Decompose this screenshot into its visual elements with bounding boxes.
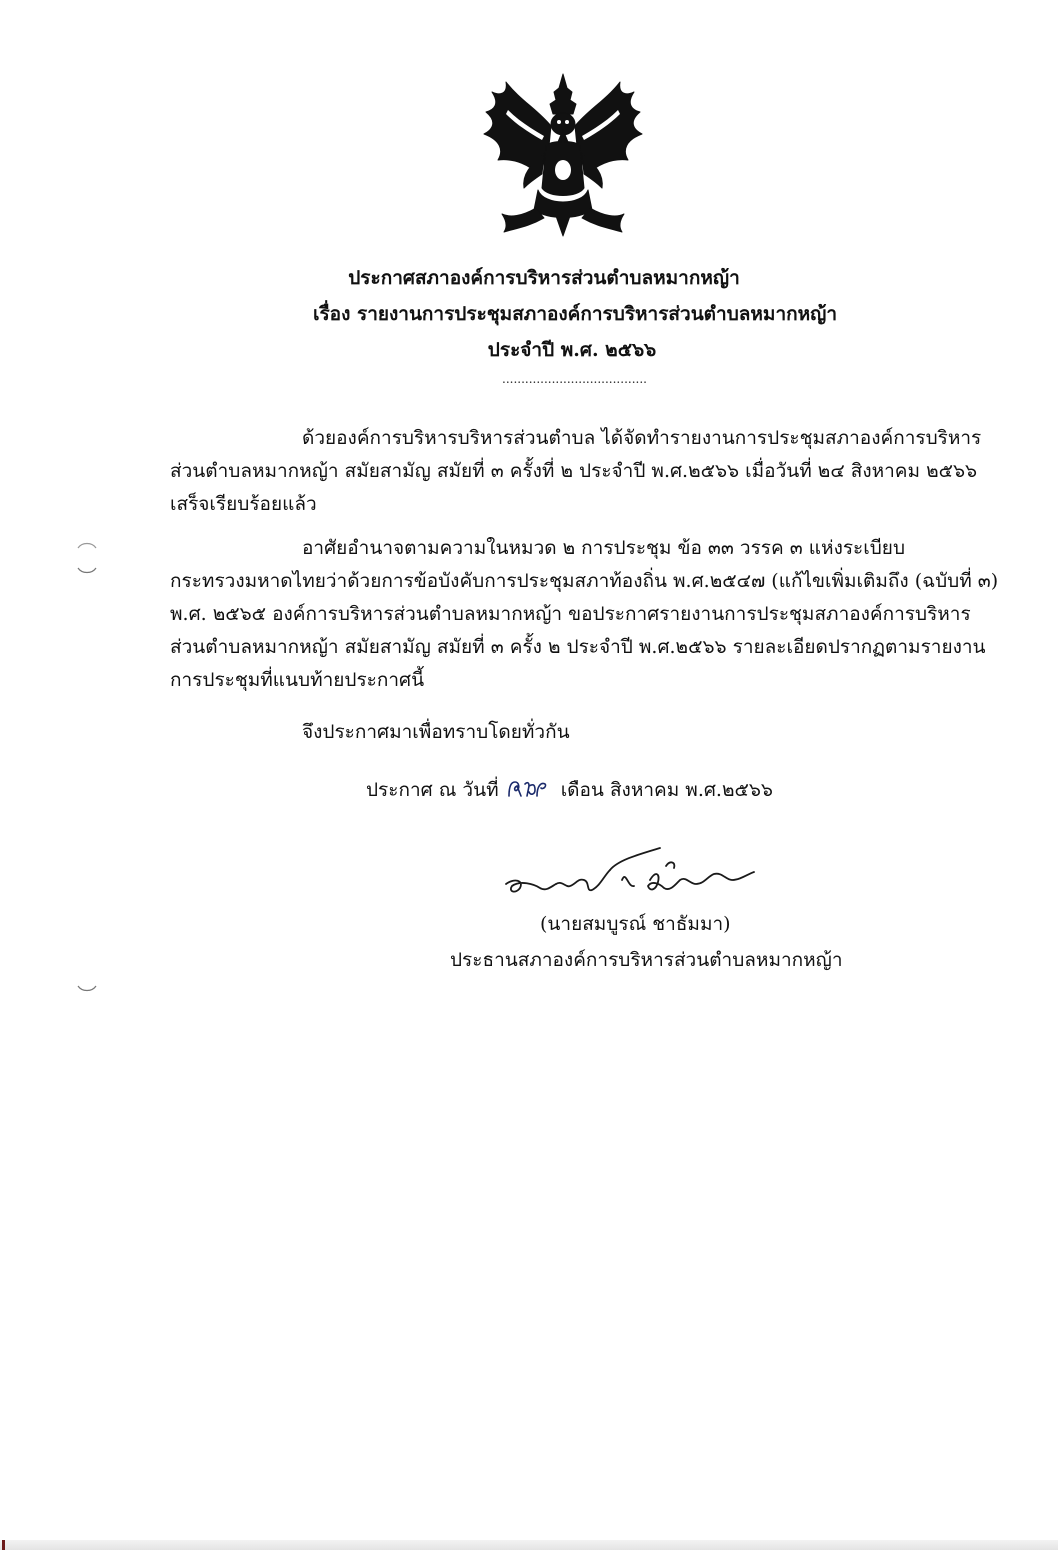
- signer-name: (นายสมบูรณ์ ชาธัมมา): [540, 913, 731, 935]
- paragraph-1-line: เสร็จเรียบร้อยแล้ว: [170, 493, 317, 515]
- paragraph-1-line: ส่วนตำบลหมากหญ้า สมัยสามัญ สมัยที่ ๓ ครั้งที่ ๒ ประจำปี พ.ศ.๒๕๖๖ เมื่อวันที่ ๒๔ สิงหาคม ๒๕๖๖: [170, 460, 978, 482]
- handwritten-day-icon: [505, 776, 555, 800]
- paragraph-2-line: อาศัยอำนาจตามความในหมวด ๒ การประชุม ข้อ ๓๓ วรรค ๓ แห่งระเบียบ: [302, 537, 905, 559]
- closing-statement: จึงประกาศมาเพื่อทราบโดยทั่วกัน: [302, 721, 570, 743]
- title-line-year: ประจำปี พ.ศ. ๒๕๖๖: [487, 339, 657, 361]
- title-line-1: ประกาศสภาองค์การบริหารส่วนตำบลหมากหญ้า: [348, 267, 740, 289]
- garuda-emblem-icon: [478, 70, 648, 238]
- date-suffix: เดือน สิงหาคม พ.ศ.๒๕๖๖: [560, 779, 773, 801]
- paragraph-2-line: การประชุมที่แนบท้ายประกาศนี้: [170, 669, 425, 691]
- paragraph-2-line: กระทรวงมหาดไทยว่าด้วยการข้อบังคับการประชุมสภาท้องถิ่น พ.ศ.๒๕๔๗ (แก้ไขเพิ่มเติมถึง (ฉบับที่ ๓): [170, 570, 999, 592]
- title-line-subject: เรื่อง รายงานการประชุมสภาองค์การบริหารส่วนตำบลหมากหญ้า: [312, 303, 837, 325]
- edge-mark: [2, 1540, 5, 1550]
- signer-position: ประธานสภาองค์การบริหารส่วนตำบลหมากหญ้า: [450, 949, 843, 971]
- announcement-date: [366, 774, 773, 807]
- announcement-title: [0, 260, 1058, 368]
- paragraph-2: [170, 532, 998, 697]
- title-separator: ......................................: [502, 372, 647, 386]
- paragraph-1: [170, 422, 998, 521]
- punch-hole-mark-icon: [76, 984, 98, 994]
- punch-hole-mark-icon: [76, 566, 98, 576]
- page-bottom-edge: [0, 1540, 1058, 1550]
- paragraph-1-line: ด้วยองค์การบริหารบริหารส่วนตำบล ได้จัดทำรายงานการประชุมสภาองค์การบริหาร: [302, 427, 982, 449]
- paragraph-2-line: ส่วนตำบลหมากหญ้า สมัยสามัญ สมัยที่ ๓ ครั้ง ๒ ประจำปี พ.ศ.๒๕๖๖ รายละเอียดปรากฏตามรายงาน: [170, 636, 986, 658]
- signature-icon: [500, 840, 768, 918]
- paragraph-2-line: พ.ศ. ๒๕๖๕ องค์การบริหารส่วนตำบลหมากหญ้า ขอประกาศรายงานการประชุมสภาองค์การบริหาร: [170, 603, 971, 625]
- punch-hole-mark-icon: [76, 540, 98, 550]
- date-prefix: ประกาศ ณ วันที่: [366, 779, 499, 801]
